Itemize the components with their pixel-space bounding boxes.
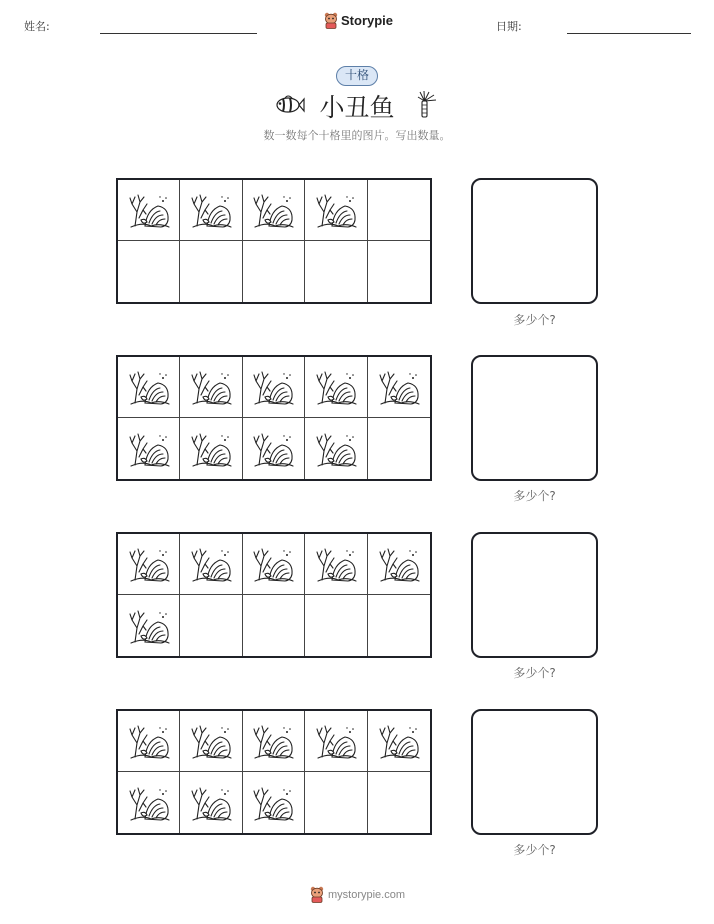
coral-icon (377, 367, 421, 407)
frame-cell (305, 595, 367, 656)
frame-cell (243, 241, 305, 302)
frame-cell (368, 595, 430, 656)
answer-box-1[interactable] (471, 178, 598, 304)
frame-cell (368, 711, 430, 772)
frame-cell (118, 711, 180, 772)
coral-icon (127, 429, 171, 469)
coral-icon (251, 190, 295, 230)
frame-cell (243, 534, 305, 595)
coral-icon (377, 721, 421, 761)
how-many-label-4: 多少个? (513, 843, 556, 857)
frame-cell (368, 241, 430, 302)
coral-icon (127, 783, 171, 823)
coral-icon (314, 544, 358, 584)
storypie-mascot-icon (310, 886, 324, 903)
date-label: 日期: (496, 20, 522, 33)
frame-cell (305, 534, 367, 595)
coral-icon (189, 721, 233, 761)
frame-cell (305, 772, 367, 833)
coral-icon (251, 429, 295, 469)
how-many-label-3: 多少个? (513, 666, 556, 680)
name-line[interactable] (100, 33, 257, 34)
frame-cell (368, 418, 430, 479)
frame-cell (180, 180, 242, 241)
ten-frame-4 (116, 709, 432, 835)
ten-frame-1 (116, 178, 432, 304)
coral-icon (251, 367, 295, 407)
coral-icon (377, 544, 421, 584)
frame-cell (118, 595, 180, 656)
frame-cell (118, 357, 180, 418)
how-many-label-2: 多少个? (513, 489, 556, 503)
frame-cell (243, 595, 305, 656)
coral-icon (189, 783, 233, 823)
frame-cell (180, 534, 242, 595)
how-many-label-1: 多少个? (513, 313, 556, 327)
coral-icon (127, 721, 171, 761)
coral-icon (314, 190, 358, 230)
frame-cell (118, 418, 180, 479)
coral-icon (127, 544, 171, 584)
coral-icon (127, 190, 171, 230)
footer-url: mystorypie.com (328, 888, 406, 901)
coral-icon (127, 606, 171, 646)
frame-cell (243, 711, 305, 772)
frame-cell (180, 772, 242, 833)
frame-cell (305, 711, 367, 772)
instructions: 数一数每个十格里的图片。写出数量。 (263, 129, 451, 142)
coral-icon (127, 367, 171, 407)
coral-icon (314, 429, 358, 469)
frame-cell (243, 180, 305, 241)
brand-name: Storypie (341, 13, 394, 28)
answer-box-4[interactable] (471, 709, 598, 835)
answer-box-2[interactable] (471, 355, 598, 481)
coral-icon (251, 721, 295, 761)
frame-cell (368, 180, 430, 241)
footer (310, 886, 405, 903)
tube-worm-icon (416, 89, 442, 119)
frame-cell (305, 180, 367, 241)
frame-cell (243, 772, 305, 833)
coral-icon (189, 429, 233, 469)
frame-cell (243, 357, 305, 418)
frame-cell (118, 534, 180, 595)
frame-cell (118, 772, 180, 833)
topic-badge: 十格 (336, 66, 378, 86)
name-label: 姓名: (24, 20, 50, 33)
ten-frame-2 (116, 355, 432, 481)
coral-icon (189, 190, 233, 230)
coral-icon (314, 721, 358, 761)
storypie-mascot-icon (324, 12, 338, 29)
frame-cell (180, 595, 242, 656)
frame-cell (305, 241, 367, 302)
coral-icon (189, 544, 233, 584)
coral-icon (251, 783, 295, 823)
coral-icon (314, 367, 358, 407)
coral-icon (251, 544, 295, 584)
answer-box-3[interactable] (471, 532, 598, 658)
frame-cell (180, 418, 242, 479)
brand-logo (324, 12, 393, 29)
ten-frame-3 (116, 532, 432, 658)
frame-cell (180, 711, 242, 772)
frame-cell (305, 418, 367, 479)
frame-cell (368, 772, 430, 833)
frame-cell (305, 357, 367, 418)
worksheet-title: 小丑鱼 (319, 93, 395, 122)
frame-cell (118, 180, 180, 241)
date-line[interactable] (567, 33, 691, 34)
frame-cell (118, 241, 180, 302)
clownfish-icon (273, 94, 305, 116)
frame-cell (243, 418, 305, 479)
coral-icon (189, 367, 233, 407)
frame-cell (368, 534, 430, 595)
frame-cell (368, 357, 430, 418)
frame-cell (180, 241, 242, 302)
frame-cell (180, 357, 242, 418)
